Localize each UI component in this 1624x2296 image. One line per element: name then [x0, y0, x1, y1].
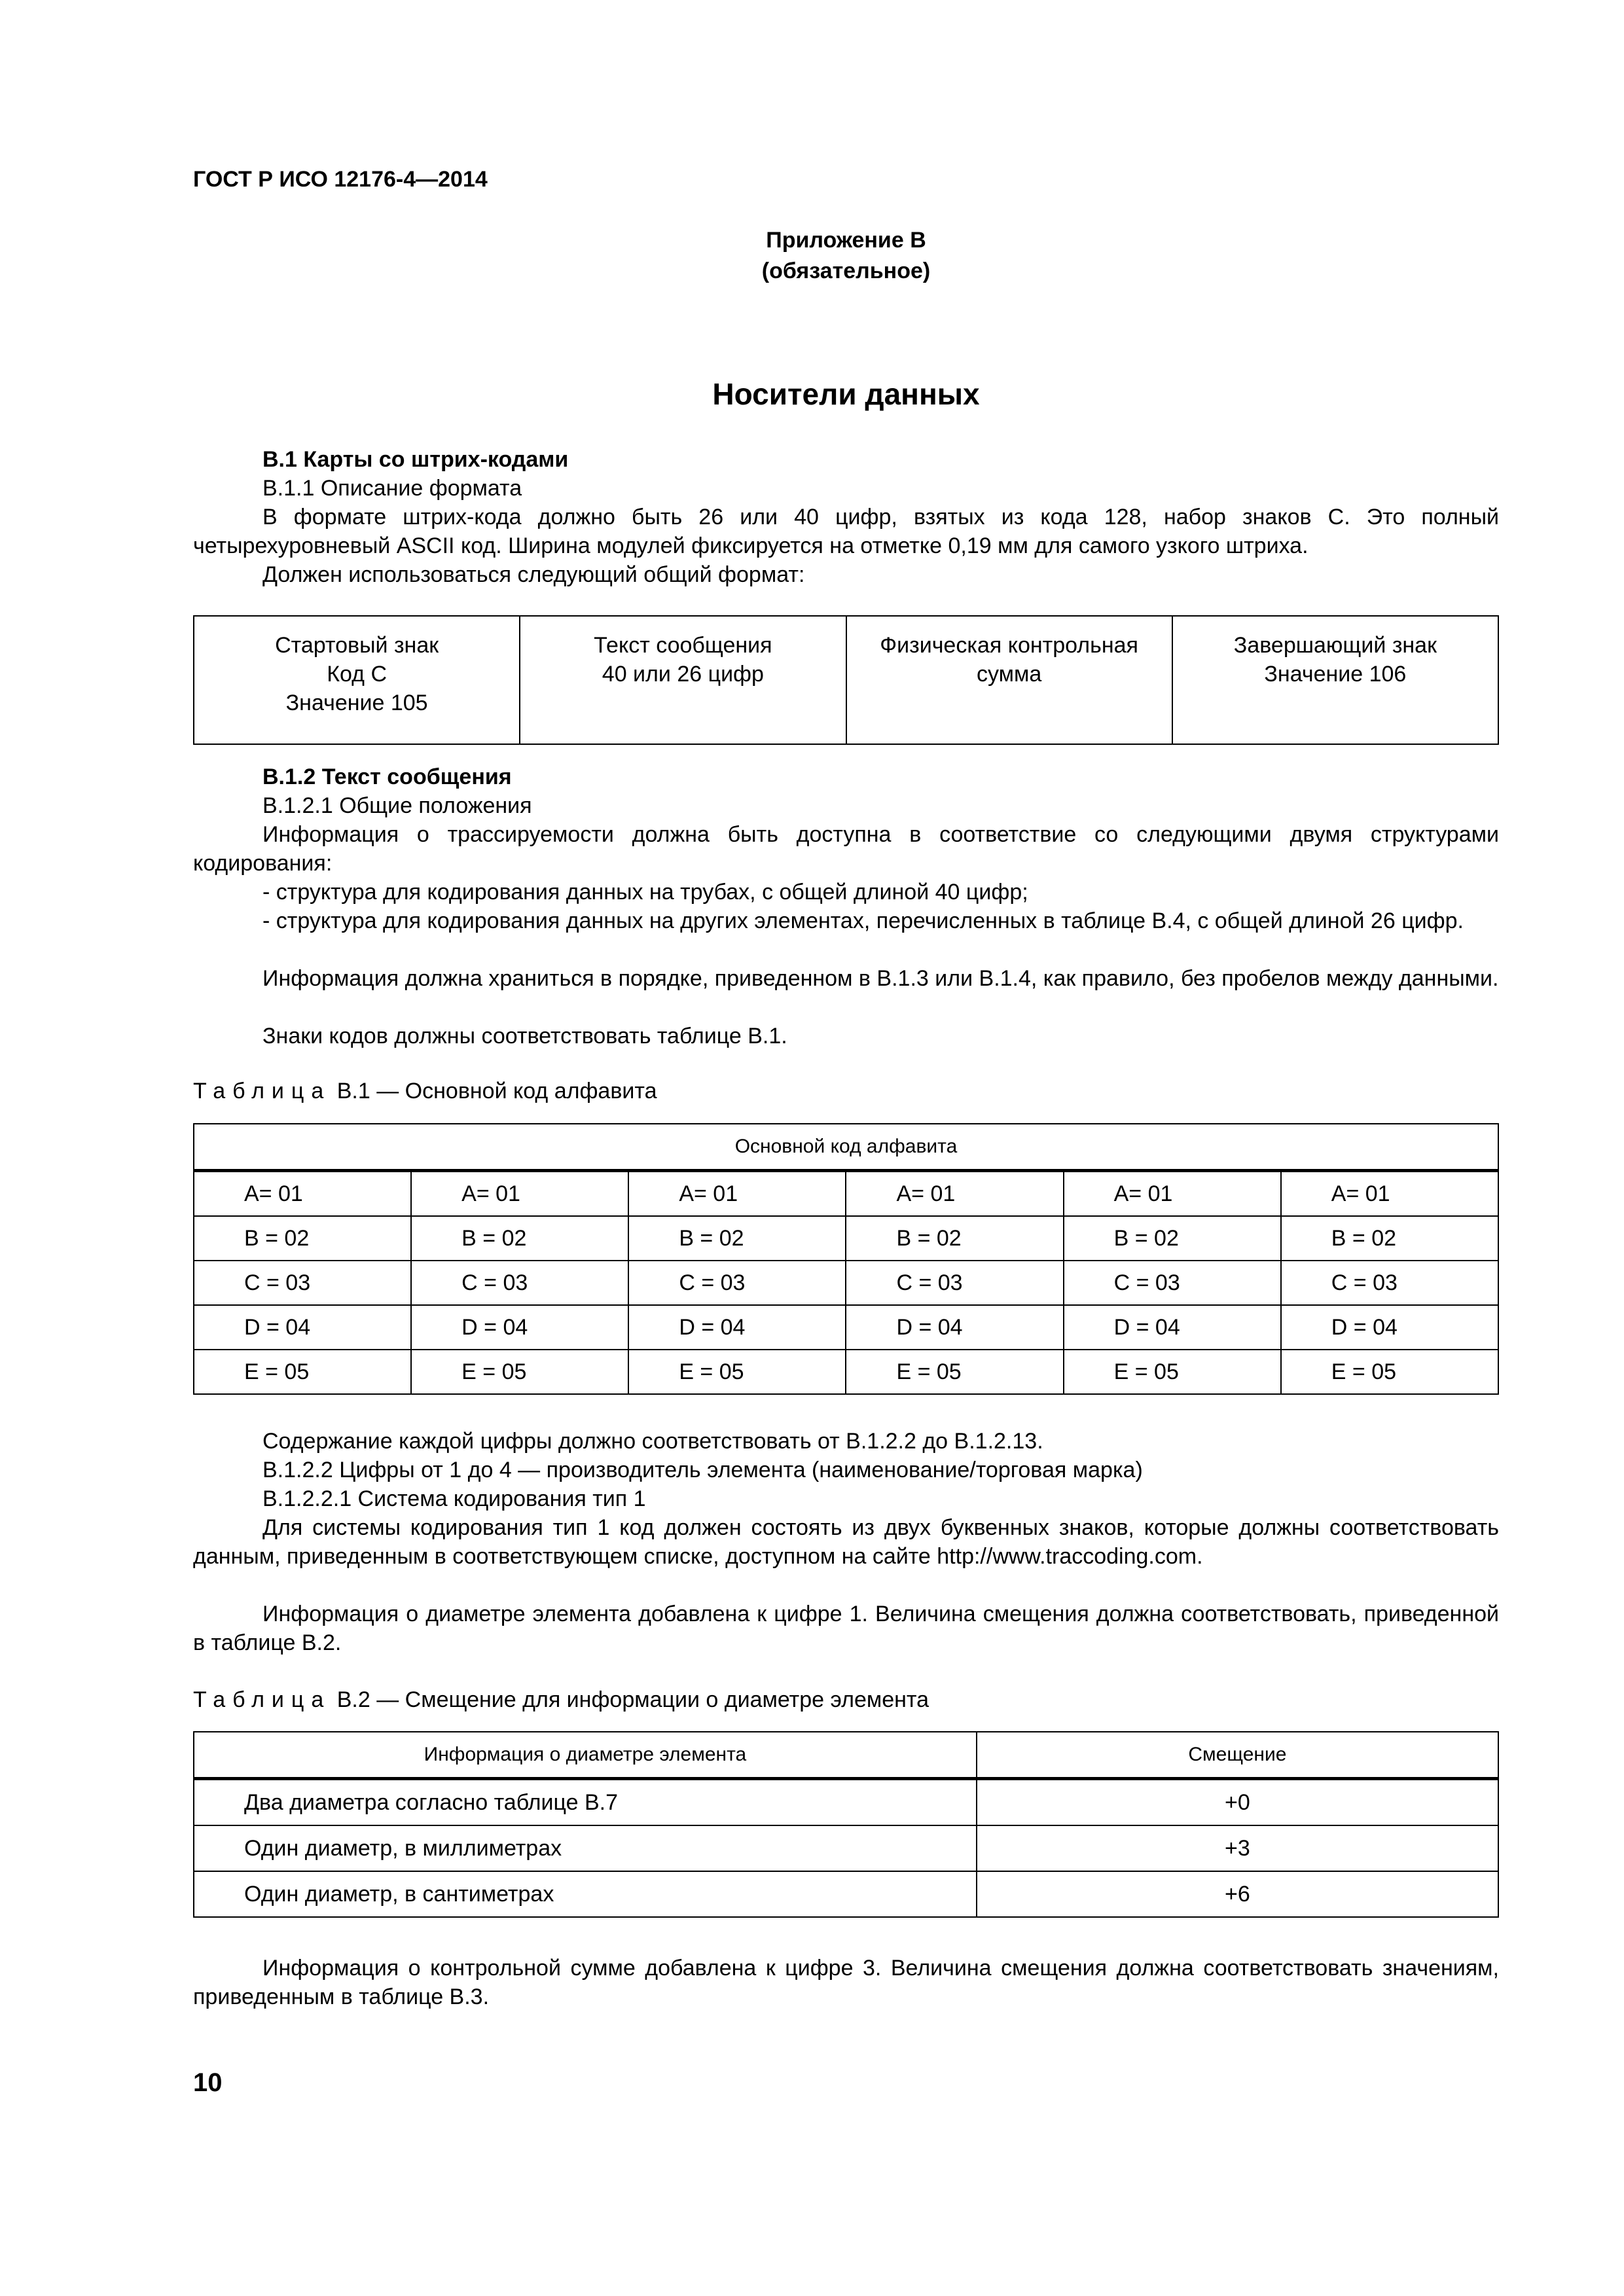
table-row	[194, 1171, 1498, 1217]
table-cell: C = 03	[628, 1261, 846, 1305]
table-cell: A= 01	[1281, 1171, 1498, 1217]
page-title: Носители данных	[712, 377, 980, 411]
page-number: 10	[193, 2068, 223, 2097]
table-b2-caption	[193, 1687, 929, 1713]
table-cell: +0	[977, 1779, 1498, 1826]
paragraph: В формате штрих-кода должно быть 26 или 40 цифр, взятых из кода 128, набор знаков С. Это полный четырехуровневый ASCII код. Ширина модулей фиксируется на отметке 0,19 мм для самого узкого штриха.	[193, 505, 1499, 558]
table-b2-offset	[193, 1731, 1499, 1918]
table-cell: Два диаметра согласно таблице B.7	[194, 1779, 977, 1826]
section-b121-heading: B.1.2.1 Общие положения	[262, 793, 532, 818]
appendix-status: (обязательное)	[761, 259, 931, 283]
table-cell: Один диаметр, в сантиметрах	[194, 1871, 977, 1917]
table-cell: A= 01	[194, 1171, 411, 1217]
document-code-header: ГОСТ Р ИСО 12176-4—2014	[193, 167, 488, 192]
table-cell: A= 01	[846, 1171, 1063, 1217]
section-b12-heading: B.1.2 Текст сообщения	[262, 764, 512, 789]
table-cell: E = 05	[1064, 1350, 1281, 1394]
table-row	[194, 1871, 1498, 1917]
table-row	[194, 1779, 1498, 1826]
paragraph: Информация должна храниться в порядке, приведенном в B.1.3 или B.1.4, как правило, без пробелов между данными.	[262, 966, 1499, 991]
table-cell: +6	[977, 1871, 1498, 1917]
table-row	[194, 1216, 1498, 1261]
table-header: Основной код алфавита	[194, 1124, 1498, 1171]
table-cell-message-text: Текст сообщения 40 или 26 цифр	[520, 616, 846, 744]
paragraph: Должен использоваться следующий общий формат:	[262, 562, 805, 587]
table-cell: D = 04	[411, 1305, 628, 1350]
table-cell: D = 04	[1064, 1305, 1281, 1350]
section-b11-heading: B.1.1 Описание формата	[262, 476, 522, 501]
table-cell: D = 04	[846, 1305, 1063, 1350]
table-row	[194, 616, 1498, 744]
table-cell: Один диаметр, в миллиметрах	[194, 1825, 977, 1871]
table-cell: C = 03	[1281, 1261, 1498, 1305]
caption-word: Таблица	[193, 1687, 331, 1712]
table-cell: B = 02	[411, 1216, 628, 1261]
table-cell: B = 02	[1281, 1216, 1498, 1261]
table-cell: E = 05	[1281, 1350, 1498, 1394]
section-b1221-heading: B.1.2.2.1 Система кодирования тип 1	[262, 1486, 646, 1511]
table-cell: E = 05	[194, 1350, 411, 1394]
table-cell: D = 04	[1281, 1305, 1498, 1350]
table-cell: B = 02	[628, 1216, 846, 1261]
table-cell: B = 02	[1064, 1216, 1281, 1261]
paragraph: Информация о контрольной сумме добавлена к цифре 3. Величина смещения должна соответствовать значениям, приведенным в таблице B.3.	[193, 1956, 1499, 2009]
table-header: Смещение	[977, 1732, 1498, 1779]
table-cell-start-char: Стартовый знак Код С Значение 105	[194, 616, 520, 744]
paragraph: Содержание каждой цифры должно соответствовать от B.1.2.2 до B.1.2.13.	[262, 1429, 1043, 1454]
table-cell: +3	[977, 1825, 1498, 1871]
appendix-label: Приложение B	[766, 228, 926, 253]
table-cell: C = 03	[846, 1261, 1063, 1305]
paragraph: Информация о трассируемости должна быть доступна в соответствие со следующими двумя структурами кодирования:	[193, 822, 1499, 876]
table-row	[194, 1305, 1498, 1350]
table-row	[194, 1350, 1498, 1394]
table-row	[194, 1825, 1498, 1871]
table-cell: E = 05	[846, 1350, 1063, 1394]
table-header: Информация о диаметре элемента	[194, 1732, 977, 1779]
caption-word: Таблица	[193, 1079, 331, 1103]
section-b122-heading: B.1.2.2 Цифры от 1 до 4 — производитель элемента (наименование/торговая марка)	[262, 1458, 1143, 1482]
list-item: - структура для кодирования данных на других элементах, перечисленных в таблице B.4, с общей длиной 26 цифр.	[262, 908, 1464, 933]
table-cell: A= 01	[411, 1171, 628, 1217]
paragraph: Для системы кодирования тип 1 код должен состоять из двух буквенных знаков, которые должны соответствовать данным, приведенным в соответствующем списке, доступном на сайте http://www.traccoding.com.	[193, 1515, 1499, 1569]
table-cell: B = 02	[846, 1216, 1063, 1261]
table-cell: D = 04	[628, 1305, 846, 1350]
paragraph: Знаки кодов должны соответствовать таблице B.1.	[262, 1024, 787, 1049]
table-cell-checksum: Физическая контрольная сумма	[846, 616, 1172, 744]
table-cell: D = 04	[194, 1305, 411, 1350]
table-row	[194, 1261, 1498, 1305]
table-b1-caption	[193, 1079, 657, 1104]
caption-text: B.1 — Основной код алфавита	[331, 1079, 657, 1103]
section-b1-heading: B.1 Карты со штрих-кодами	[262, 447, 569, 472]
table-cell: A= 01	[628, 1171, 846, 1217]
table-cell: E = 05	[411, 1350, 628, 1394]
table-cell: C = 03	[194, 1261, 411, 1305]
table-cell: A= 01	[1064, 1171, 1281, 1217]
barcode-format-table	[193, 615, 1499, 745]
list-item: - структура для кодирования данных на трубах, с общей длиной 40 цифр;	[262, 880, 1028, 905]
table-header-row	[194, 1124, 1498, 1171]
paragraph: Информация о диаметре элемента добавлена к цифре 1. Величина смещения должна соответствовать, приведенной в таблице B.2.	[193, 1602, 1499, 1655]
table-b1-alphabet	[193, 1123, 1499, 1395]
table-cell: E = 05	[628, 1350, 846, 1394]
table-cell-end-char: Завершающий знак Значение 106	[1172, 616, 1498, 744]
caption-text: B.2 — Смещение для информации о диаметре элемента	[331, 1687, 929, 1712]
table-cell: C = 03	[1064, 1261, 1281, 1305]
table-header-row	[194, 1732, 1498, 1779]
table-cell: B = 02	[194, 1216, 411, 1261]
table-cell: C = 03	[411, 1261, 628, 1305]
